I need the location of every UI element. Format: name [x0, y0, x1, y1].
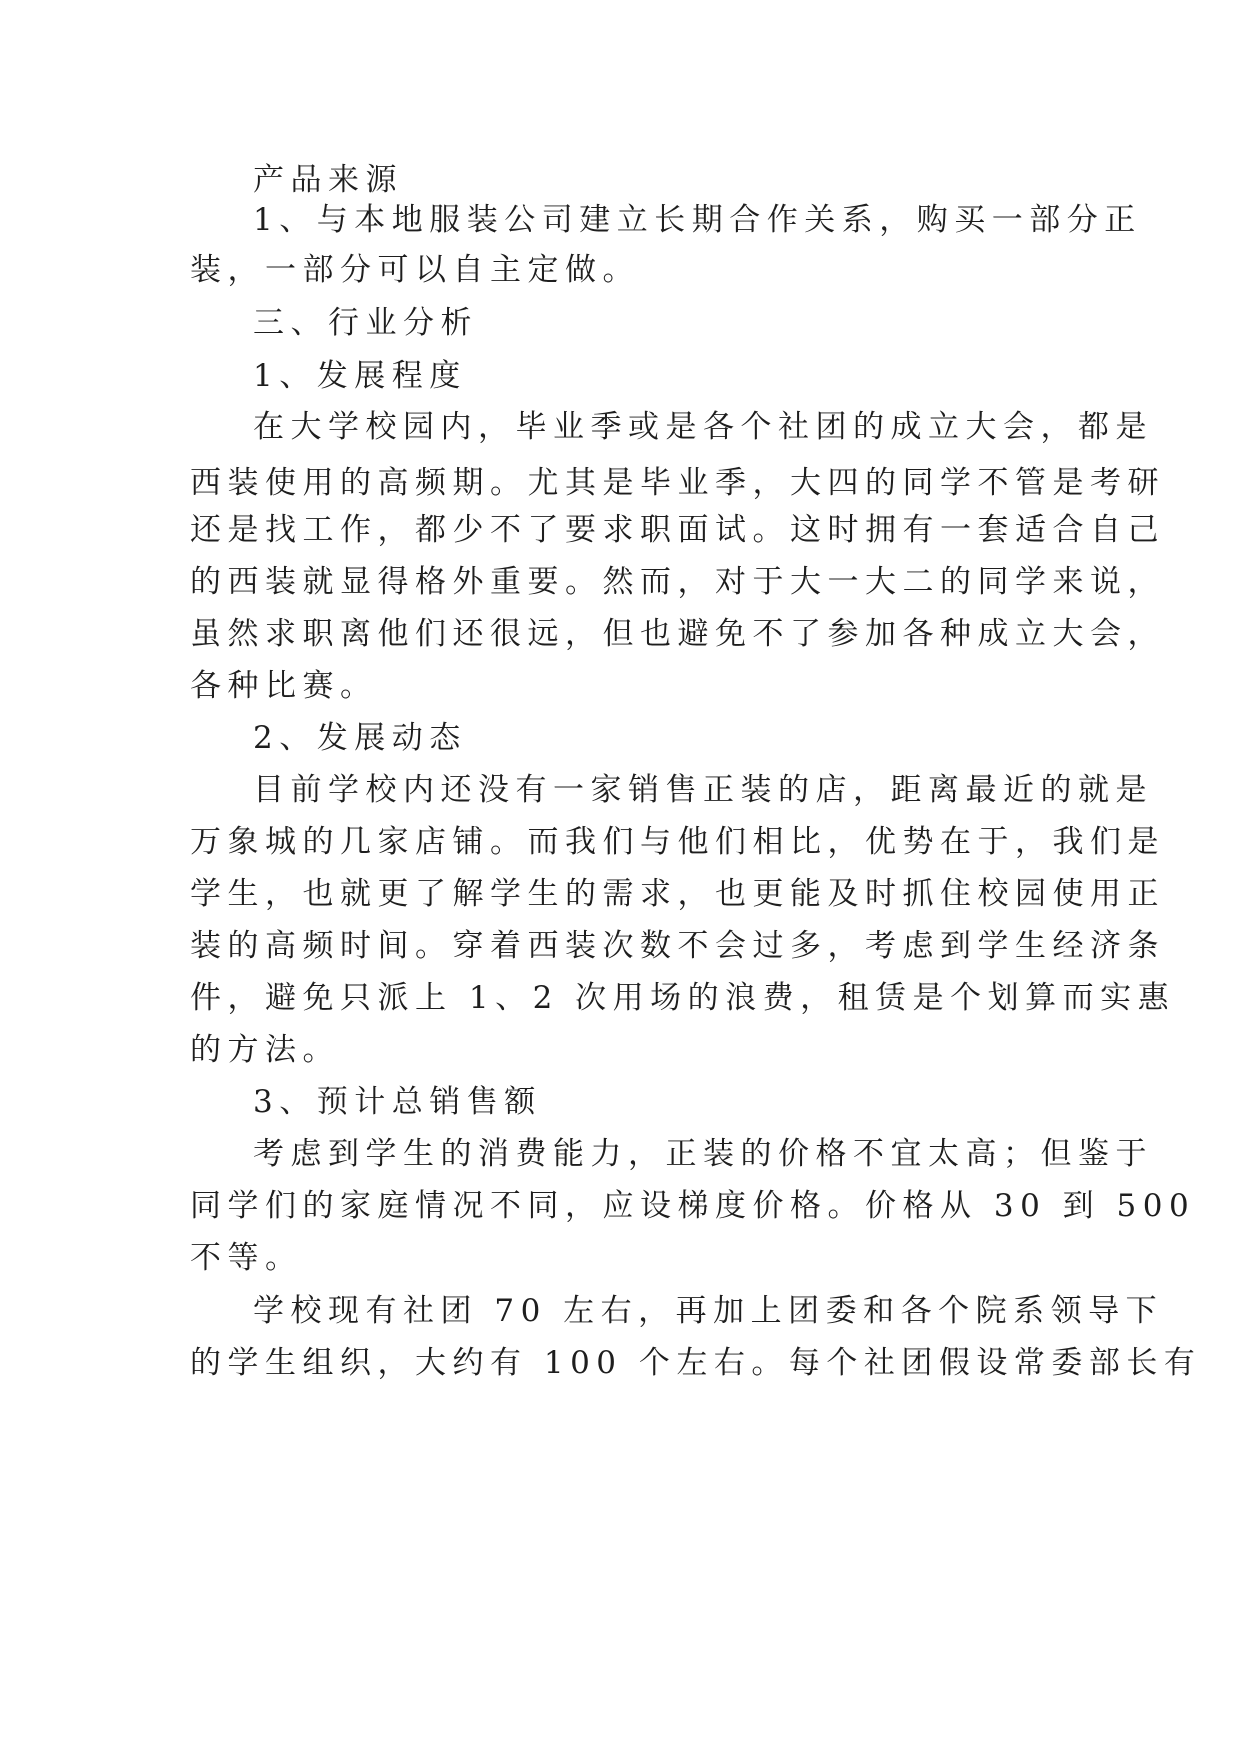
text-line: 不等。	[190, 1240, 303, 1276]
text-line: 的方法。	[190, 1032, 340, 1068]
text-line: 件，避免只派上 1、2 次用场的浪费，租赁是个划算而实惠	[190, 980, 1176, 1016]
text-line: 三、行业分析	[253, 305, 478, 341]
text-line: 各种比赛。	[190, 668, 378, 704]
text-line: 学生，也就更了解学生的需求，也更能及时抓住校园使用正	[190, 876, 1165, 912]
text-line: 虽然求职离他们还很远，但也避免不了参加各种成立大会，	[190, 616, 1165, 652]
text-line: 的西装就显得格外重要。然而，对于大一大二的同学来说，	[190, 564, 1165, 600]
text-line: 还是找工作，都少不了要求职面试。这时拥有一套适合自己	[190, 512, 1165, 548]
text-line: 1、发展程度	[253, 358, 467, 394]
text-line: 万象城的几家店铺。而我们与他们相比，优势在于，我们是	[190, 824, 1165, 860]
text-line: 考虑到学生的消费能力，正装的价格不宜太高；但鉴于	[253, 1136, 1153, 1172]
text-line: 1、与本地服装公司建立长期合作关系，购买一部分正	[253, 202, 1142, 238]
text-line: 的学生组织，大约有 100 个左右。每个社团假设常委部长有	[190, 1345, 1202, 1381]
text-line: 2、发展动态	[253, 720, 467, 756]
text-line: 产品来源	[253, 162, 403, 198]
text-line: 装，一部分可以自主定做。	[190, 252, 640, 288]
text-line: 学校现有社团 70 左右，再加上团委和各个院系领导下	[253, 1293, 1164, 1329]
text-line: 在大学校园内，毕业季或是各个社团的成立大会，都是	[253, 409, 1153, 445]
text-line: 同学们的家庭情况不同，应设梯度价格。价格从 30 到 500	[190, 1188, 1196, 1224]
text-line: 目前学校内还没有一家销售正装的店，距离最近的就是	[253, 772, 1153, 808]
text-line: 西装使用的高频期。尤其是毕业季，大四的同学不管是考研	[190, 465, 1165, 501]
text-line: 3、预计总销售额	[253, 1084, 542, 1120]
text-line: 装的高频时间。穿着西装次数不会过多，考虑到学生经济条	[190, 928, 1165, 964]
